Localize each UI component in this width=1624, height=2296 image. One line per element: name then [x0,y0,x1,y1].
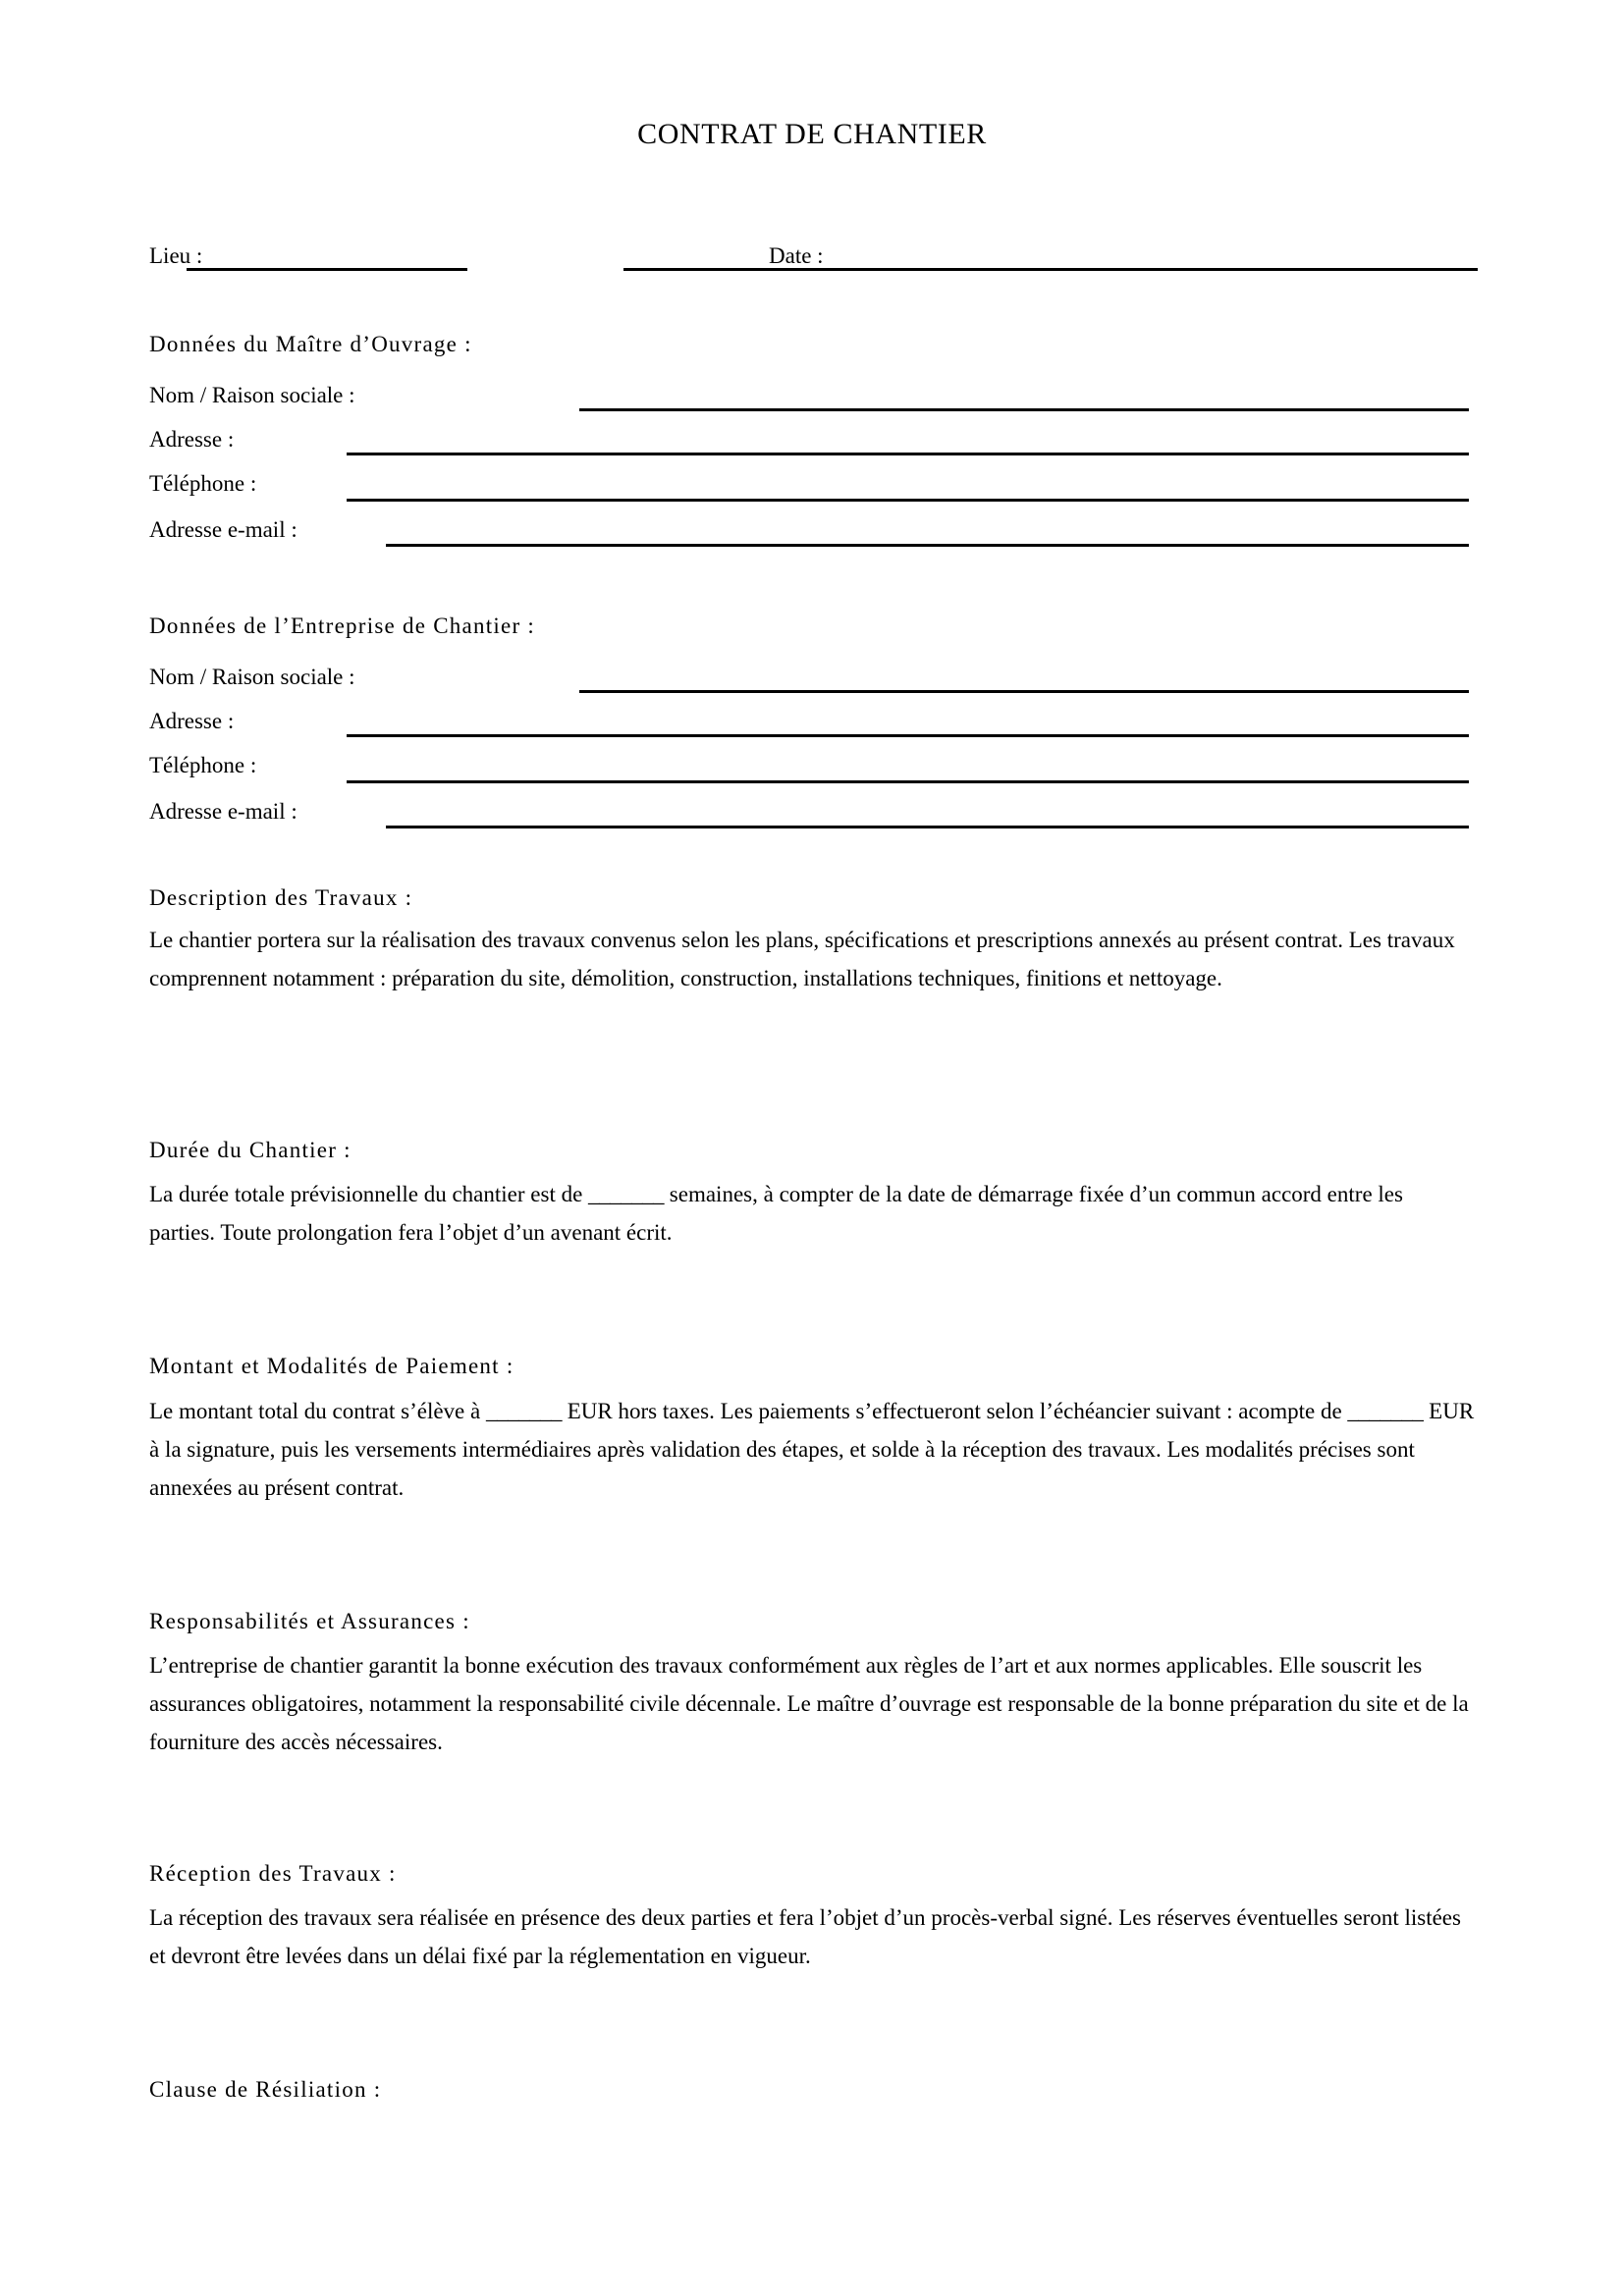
payment-section-body [149,1392,1477,1507]
company-address-label: Adresse : [149,709,235,733]
liability-section-heading: Responsabilités et Assurances : [149,1609,470,1633]
payment-section-heading: Montant et Modalités de Paiement : [149,1354,514,1378]
owner-phone-label: Téléphone : [149,471,257,496]
owner-email-label: Adresse e-mail : [149,517,298,542]
owner-email-input-rule[interactable] [386,544,1469,547]
page-title: CONTRAT DE CHANTIER [637,118,987,150]
termination-section-heading: Clause de Résiliation : [149,2077,382,2102]
acceptance-section-heading: Réception des Travaux : [149,1861,397,1886]
payment-blank-deposit-amount[interactable]: _______ [1347,1399,1424,1423]
owner-phone-input-rule[interactable] [347,499,1469,502]
date-label: Date : [769,243,824,268]
payment-body-text-3: EUR à la signature, puis les versements intermédiaires après validation des étapes, et solde à la réception des travaux. Les modalités précises sont annexées au présent contrat. [149,1399,1475,1500]
liability-section-body: L’entreprise de chantier garantit la bonne exécution des travaux conformément aux règles de l’art et aux normes applicables. Elle souscrit les assurances obligatoires, notamment la responsabilité civile décennale. Le maître d’ouvrage est responsable de la bonne préparation du site et de la fourniture des accès nécessaires. [149,1653,1469,1754]
company-name-input-rule[interactable] [579,690,1469,693]
payment-body-text-2: EUR hors taxes. Les paiements s’effectueront selon l’échéancier suivant : acompte de [561,1399,1348,1423]
owner-name-input-rule[interactable] [579,408,1469,411]
owner-name-label: Nom / Raison sociale : [149,383,355,407]
owner-address-input-rule[interactable] [347,453,1469,455]
description-section-heading: Description des Travaux : [149,885,413,910]
payment-body-text-1: Le montant total du contrat s’élève à [149,1399,486,1423]
company-phone-label: Téléphone : [149,753,257,777]
description-section-body: Le chantier portera sur la réalisation des travaux convenus selon les plans, spécifications et prescriptions annexés au présent contrat. Les travaux comprennent notamment : préparation du site, démolition, construction, installations techniques, finitions et nettoyage. [149,928,1455,990]
company-email-input-rule[interactable] [386,826,1469,828]
company-section-heading: Données de l’Entreprise de Chantier : [149,614,536,638]
acceptance-section-body: La réception des travaux sera réalisée en présence des deux parties et fera l’objet d’un procès-verbal signé. Les réserves éventuelles seront listées et devront être levées dans un délai fixé par la réglementation en vigueur. [149,1905,1461,1968]
duration-body-text-2: semaines, à compter de la date de démarrage fixée d’un commun accord entre les parties. Toute prolongation fera l’objet d’un avenant écrit. [149,1182,1403,1245]
company-email-label: Adresse e-mail : [149,799,298,824]
date-input-rule[interactable] [623,268,1478,271]
company-address-input-rule[interactable] [347,734,1469,737]
company-name-label: Nom / Raison sociale : [149,665,355,689]
lieu-input-rule[interactable] [187,268,467,271]
owner-address-label: Adresse : [149,427,235,452]
lieu-label: Lieu : [149,243,203,268]
payment-blank-total-amount[interactable]: _______ [485,1399,562,1423]
owner-section-heading: Données du Maître d’Ouvrage : [149,332,472,356]
duration-section-heading: Durée du Chantier : [149,1138,352,1162]
duration-section-body [149,1175,1470,1252]
duration-body-text-1: La durée totale prévisionnelle du chantier est de [149,1182,589,1206]
duration-blank-weeks[interactable]: _______ [588,1182,665,1206]
company-phone-input-rule[interactable] [347,780,1469,783]
